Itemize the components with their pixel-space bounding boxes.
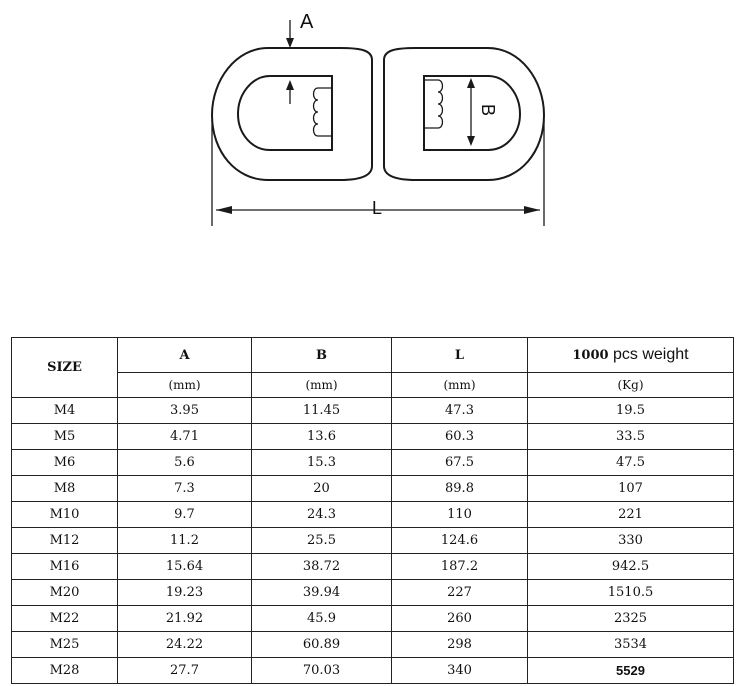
spec-table [11, 337, 734, 684]
cell-weight: 942.5 [528, 554, 734, 580]
table-header-row [12, 338, 734, 373]
cell-a: 7.3 [118, 476, 252, 502]
cell-a: 15.64 [118, 554, 252, 580]
table-row [12, 502, 734, 528]
label-l: L [372, 198, 383, 218]
cell-l: 187.2 [392, 554, 528, 580]
cell-l: 60.3 [392, 424, 528, 450]
cell-a: 21.92 [118, 606, 252, 632]
cell-weight: 5529 [528, 658, 734, 684]
cell-weight: 19.5 [528, 398, 734, 424]
cell-b: 20 [252, 476, 392, 502]
cell-size: M8 [12, 476, 118, 502]
table-units-row [12, 373, 734, 398]
header-size: SIZE [12, 338, 118, 398]
table-row [12, 398, 734, 424]
cell-size: M10 [12, 502, 118, 528]
header-weight-text: pcs weight [608, 346, 689, 363]
unit-l: (mm) [392, 373, 528, 398]
cell-b: 25.5 [252, 528, 392, 554]
cell-weight: 47.5 [528, 450, 734, 476]
cell-b: 38.72 [252, 554, 392, 580]
cell-weight: 1510.5 [528, 580, 734, 606]
cell-size: M4 [12, 398, 118, 424]
cell-b: 70.03 [252, 658, 392, 684]
cell-l: 110 [392, 502, 528, 528]
header-weight [528, 338, 734, 373]
cell-a: 19.23 [118, 580, 252, 606]
cell-size: M25 [12, 632, 118, 658]
cell-weight: 221 [528, 502, 734, 528]
table-row [12, 476, 734, 502]
cell-size: M5 [12, 424, 118, 450]
cell-l: 260 [392, 606, 528, 632]
cell-a: 4.71 [118, 424, 252, 450]
cell-a: 9.7 [118, 502, 252, 528]
unit-b: (mm) [252, 373, 392, 398]
cell-l: 89.8 [392, 476, 528, 502]
cell-weight: 107 [528, 476, 734, 502]
cell-a: 24.22 [118, 632, 252, 658]
unit-a: (mm) [118, 373, 252, 398]
table-row [12, 658, 734, 684]
cell-weight: 33.5 [528, 424, 734, 450]
right-thread [424, 80, 443, 128]
header-a: A [118, 338, 252, 373]
cell-l: 67.5 [392, 450, 528, 476]
cell-l: 47.3 [392, 398, 528, 424]
cell-size: M12 [12, 528, 118, 554]
cell-size: M22 [12, 606, 118, 632]
cell-weight: 3534 [528, 632, 734, 658]
table-row [12, 632, 734, 658]
left-thread [314, 88, 333, 136]
cell-a: 11.2 [118, 528, 252, 554]
header-weight-number: 1000 [572, 348, 609, 363]
label-b: B [478, 104, 498, 117]
table-row [12, 424, 734, 450]
cell-weight: 2325 [528, 606, 734, 632]
table-row [12, 528, 734, 554]
cell-b: 11.45 [252, 398, 392, 424]
left-link-inner [238, 76, 332, 150]
cell-l: 227 [392, 580, 528, 606]
cell-b: 45.9 [252, 606, 392, 632]
cell-l: 124.6 [392, 528, 528, 554]
label-a: A [300, 11, 314, 33]
cell-l: 298 [392, 632, 528, 658]
cell-a: 3.95 [118, 398, 252, 424]
swivel-diagram [0, 0, 744, 260]
cell-b: 15.3 [252, 450, 392, 476]
header-b: B [252, 338, 392, 373]
left-link-outer [212, 48, 372, 180]
cell-a: 27.7 [118, 658, 252, 684]
table-row [12, 554, 734, 580]
cell-a: 5.6 [118, 450, 252, 476]
table-row [12, 450, 734, 476]
cell-size: M20 [12, 580, 118, 606]
unit-weight: (Kg) [528, 373, 734, 398]
cell-b: 24.3 [252, 502, 392, 528]
cell-b: 60.89 [252, 632, 392, 658]
header-l: L [392, 338, 528, 373]
table-row [12, 606, 734, 632]
cell-size: M6 [12, 450, 118, 476]
cell-b: 13.6 [252, 424, 392, 450]
cell-size: M28 [12, 658, 118, 684]
cell-l: 340 [392, 658, 528, 684]
cell-b: 39.94 [252, 580, 392, 606]
cell-size: M16 [12, 554, 118, 580]
table-row [12, 580, 734, 606]
cell-weight: 330 [528, 528, 734, 554]
